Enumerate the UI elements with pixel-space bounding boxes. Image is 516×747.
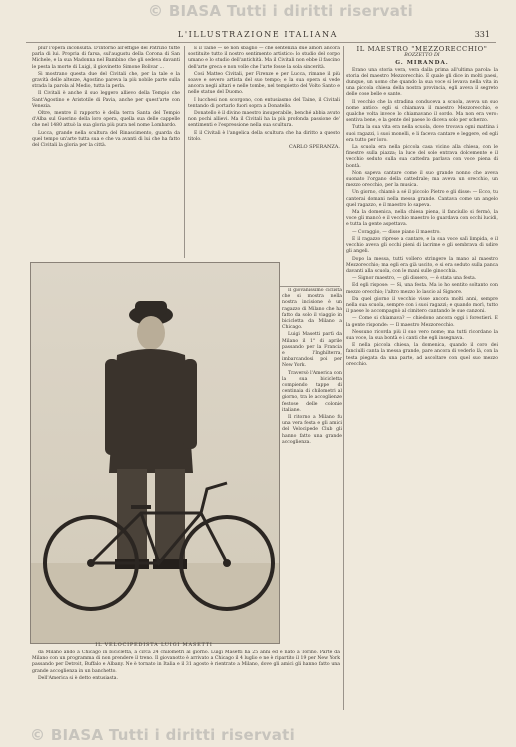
paragraph: Luigi Masetti partì da Milano il 1° di aprile passando per la Francia e l'Inghilterra, imbarcandosi poi per New York. <box>282 332 342 369</box>
column-1-top <box>32 46 180 258</box>
header-rule <box>26 42 496 43</box>
column-2-top <box>188 46 340 286</box>
watermark-top: © BIASA Tutti i diritti riservati <box>148 2 414 20</box>
paragraph: E il Civitali è l'angelica della scultura che ha diritto a questo titolo. <box>188 130 340 142</box>
paragraph: Nessuno ricorda più il suo vero nome; ma tutti ricordano la sua voce, la sua bontà e i canti che egli insegnava. <box>346 329 498 341</box>
paragraph: Non sapeva cantare come il suo grande nonno che aveva suonato l'organo della cattedrale; ma aveva un orecchio, un mezzo orecchio, per la musica. <box>346 170 498 189</box>
column-3-story <box>346 46 498 726</box>
photo-caption: IL VELOCIPEDISTA LUIGI MASETTI <box>95 642 213 648</box>
paragraph: — Signor maestro, — gli dissero, — è stata una festa. <box>352 276 477 282</box>
paragraph: Lucca, grande nella scultura del Rinascimento, guarda da quel tempo un'arte tutta sua e che va avanti di lui che ha fatto del Civitali la gloria per la città. <box>32 130 180 149</box>
paragraph: I lucchesi non scorgono, con entusiasmo del Taine, il Civitali tentando di portarlo fuori sopra a Donatello. <box>188 97 340 109</box>
paragraph: Ed egli rispose: — Sì, una festa. Ma io ho sentito soltanto con mezzo orecchio; l'altro mezzo lo lascio al Signore. <box>346 283 498 295</box>
paragraph: Il giovanissimo ciclista che si mostra nella nostra incisione è un ragazzo di Milano che ha fatto da solo il viaggio in bicicletta da Milano a Chicago. <box>282 288 342 331</box>
paragraph: Il vecchio che la stradina conduceva a scuola, aveva un suo nome antico: egli si chiamava il maestro Mezzorecchio, e qualche volta invece lo chiamavano il sordo. Ma non era vero: sentiva bene, e la gente del paese lo diceva solo per scherzo. <box>346 99 498 124</box>
caption-text-block <box>32 650 340 710</box>
paragraph: E il Taine — se non sbaglio — che sentenzia due amori ancora sostituite tutto il nostro sentimento artistico: lo studio del corpo umano e lo studio dell'antichità. Ma il Civitali non ebbe il fascino dell'arte greca e non volle che l'arte fosse la sola sincerità. <box>188 46 340 70</box>
paragraph: Donatello è il divino maestro insuperabile, benché abbia avuto non pochi allievi. Ma il Civitali ha la più profonda passione de' sentimenti e l'espressione nella sua scultura. <box>188 111 340 129</box>
story-title: IL MAESTRO "MEZZORECCHIO" <box>356 46 488 53</box>
article-signature: CARLO SPERANZA. <box>288 144 340 151</box>
paragraph: Erano una storia vera, vera dalla prima all'ultima parola: la storia del maestro Mezzorecchio. E quale gli dice in molti paesi, dunque, un uomo che quando la sua voce si levava nella vita in una piccola chiesa della nostra provincia, egli aveva il segreto delle cose belle e sante. <box>346 67 498 98</box>
paragraph: Dell'America si è detto entusiasta. <box>38 675 118 681</box>
paragraph: plur l'opera inconsulta. D'intorno all'effigie del Patrizio tutte parla di lui. Propria di farsa, sul'augustu della Corona di San Michele, e la sua Madonna nel Bambino che gli sedeva davanti le pesta la morte di Luigi, il giovinetto Simone Bolivar ... <box>32 46 180 70</box>
cyclist-illustration <box>31 263 279 643</box>
paragraph: La scuola era nella piccola casa vicino alla chiesa, con le finestre sulla piazza; la luce del sole entrava dolcemente e il vecchio seduto sulla sua cattedra parlava con voce piena di bontà. <box>346 145 498 169</box>
paragraph: Oltre, mentre il rapporto è della terra Santa del Tempio d'Alba sul Guerino della loro opera, quella sua delle cappelle che nel 1480 attuò la sua gloria più pura nel nome Lombardo. <box>32 111 180 129</box>
paragraph: — Come si chiamava? — chiedono ancora oggi i forestieri. E la gente risponde: — Il maestro Mezzorecchio. <box>346 316 498 328</box>
paragraph: Tutta la sua vita era nella scuola, dove trovava ogni mattina i suoi ragazzi, i suoi monelli, e li faceva cantare e leggere, ed egli era tutto per loro. <box>346 125 498 143</box>
story-author: G. MIRANDA. <box>395 60 449 67</box>
paragraph: da Milano andò a Chicago in bicicletta, a circa 24 chilometri al giorno. Luigi Masetti ha 25 anni ed è nato a Torino. Parte da Milano con un programma di non prendere il treno. Il giovanotto è arrivato a Chicago il 4 luglio e ne è ripartito il 19 per New York passando per Detroit, Buffalo e Albany. Ne è tornato in Italia e il 31 agosto è rientrato a Milano, dove gli amici gli hanno fatto una grande accoglienza in un banchetto. <box>32 650 340 674</box>
paragraph: E il ragazzo riprese a cantare, e la sua voce salì limpida, e il vecchio aveva gli occhi pieni di lacrime e gli sembrava di udire gli angeli. <box>346 236 498 255</box>
paragraph: Dopo la messa, tutti vollero stringere la mano al maestro Mezzorecchio; ma egli era già uscito, e si era seduto sulla panca davanti alla scuola, con le mani sulle ginocchia. <box>346 256 498 274</box>
cyclist-photo <box>30 262 280 644</box>
paragraph: — Coraggio, — disse piano il maestro. <box>352 229 441 235</box>
paragraph: Il Civitali è anche il suo leggero allievo della Tempio che Sant'Agostino e Aristotile di Pavia, anche per quest'arte con Venezia. <box>32 91 180 109</box>
running-title: L'ILLUSTRAZIONE ITALIANA <box>177 30 339 39</box>
running-header <box>0 30 516 42</box>
page-number: 331 <box>474 30 490 39</box>
paragraph: Un giorno, chiamò a sé il piccolo Pietro e gli disse: — Ecco, tu canterai domani nella messa grande. Cantava come un angelo quel ragazzo, e il maestro lo sapeva. <box>346 190 498 208</box>
paragraph: E nella piccola chiesa, la domenica, quando il coro dei fanciulli canta la messa grande, pare ancora di vederlo là, con la testa piegata da una parte, ad ascoltare con quel suo mezzo orecchio. <box>346 343 498 367</box>
column-divider-2 <box>343 46 344 710</box>
paragraph: Da quel giorno il vecchio visse ancora molti anni, sempre nella sua scuola, sempre con i suoi ragazzi; e quando morì, tutto il paese lo accompagnò al cimitero cantando le sue canzoni. <box>346 296 498 315</box>
paragraph: Il ritorno a Milano fu una vera festa e gli amici del Velocipede Club gli hanno fatto una grande accoglienza. <box>282 415 342 445</box>
column-2-bottom <box>282 288 342 648</box>
paragraph: Così Matteo Civitali, per Firenze e per Lucca, rimane il più soave e severo artista del suo tempo; e la sua opera si vede ancora negli altari e nelle tombe, nel tempietto del Volto Santo e nelle statue del Duomo. <box>188 71 340 96</box>
paragraph: Ma la domenica, nella chiesa piena, il fanciullo si fermò, la voce gli mancò e il vecchio maestro lo guardava con occhi lucidi, e tutta la gente aspettava. <box>346 210 498 228</box>
story-subtitle: BOZZETTO DI <box>404 53 440 59</box>
paragraph: Si mostrano questa due del Civitali che, per la tale e la gravità delle altezze, Agostino pareva la più nobile parte sulla strada la parola al Medio, tutta la perla. <box>32 71 180 90</box>
watermark-bottom: © BIASA Tutti i diritti riservati <box>30 726 296 744</box>
column-divider-1 <box>184 46 185 258</box>
paragraph: Traversò l'America con la sua bicicletta compiendo tappe di centinaia di chilometri al giorno, tra le accoglienze festose delle colonie italiane. <box>282 370 342 413</box>
